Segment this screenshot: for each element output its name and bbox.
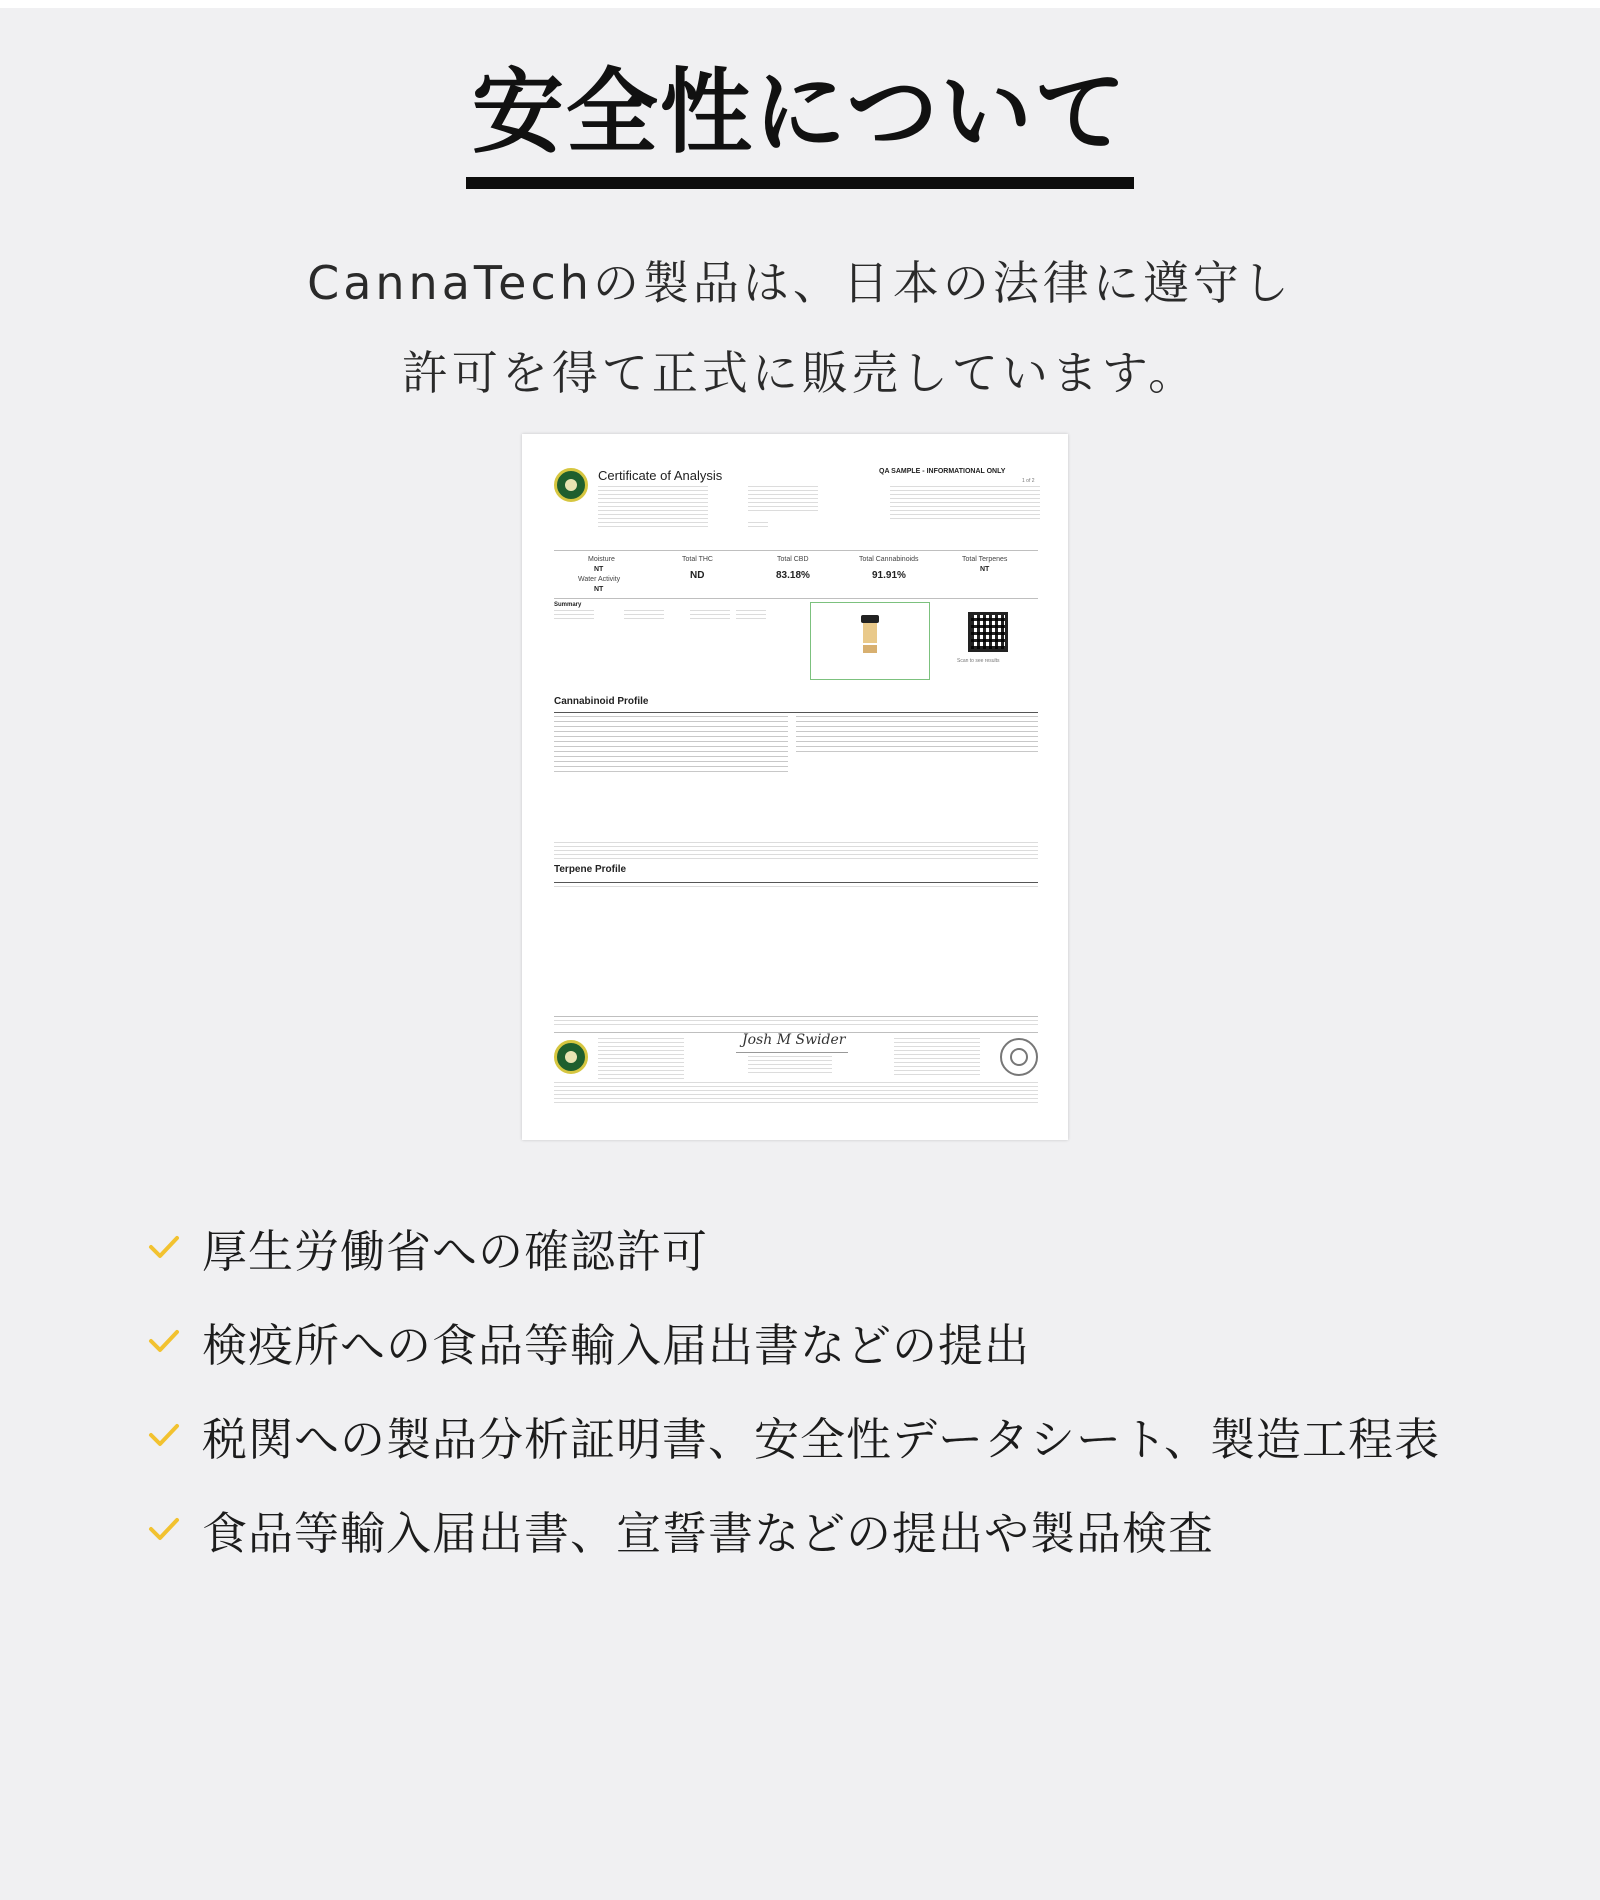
lab-footer-seal-icon <box>554 1040 588 1074</box>
cannabinoid-table-right <box>796 716 1038 756</box>
terpene-table-header <box>554 886 1038 890</box>
company-contact-block <box>894 1038 980 1078</box>
signature: Josh M Swider <box>742 1032 846 1048</box>
cannabinoid-heading: Cannabinoid Profile <box>554 696 649 707</box>
cannabinoid-table-left <box>554 716 788 772</box>
cert-notice: QA SAMPLE - INFORMATIONAL ONLY <box>879 468 1006 475</box>
summary-label: Summary <box>554 602 582 608</box>
license-info-block <box>748 522 768 528</box>
product-photo <box>810 602 930 680</box>
top-strip <box>0 0 1600 8</box>
checkmark-icon <box>146 1415 182 1455</box>
water-activity-label: Water Activity <box>578 576 621 583</box>
notes-block <box>554 842 1038 860</box>
list-item <box>146 1294 1566 1388</box>
qr-code <box>968 612 1008 652</box>
disclaimer-block <box>554 1082 1038 1104</box>
certificate-of-analysis-image <box>522 434 1068 1140</box>
water-activity-value: NT <box>594 586 604 593</box>
summary-header-moisture: Moisture <box>588 556 615 563</box>
stamp-seal-icon <box>1000 1038 1038 1076</box>
summary-value-cannabinoids: 91.91% <box>872 570 906 581</box>
sample-info-block <box>598 486 708 530</box>
list-item <box>146 1482 1566 1576</box>
summary-value-cbd: 83.18% <box>776 570 810 581</box>
signatory-block <box>748 1056 832 1076</box>
terpene-heading: Terpene Profile <box>554 864 627 875</box>
summary-header-thc: Total THC <box>682 556 713 563</box>
compliance-checklist <box>146 1200 1566 1576</box>
intro-line-2: 許可を得て正式に販売しています。 <box>401 346 1199 400</box>
lab-address-block <box>598 1038 684 1080</box>
summary-header-terpenes: Total Terpenes <box>962 556 1008 563</box>
summary-value-thc: ND <box>690 570 705 581</box>
cert-page: 1 of 2 <box>1022 478 1035 484</box>
checkmark-icon <box>146 1227 182 1267</box>
summary-header-cannabinoids: Total Cannabinoids <box>859 556 919 563</box>
summary-header-cbd: Total CBD <box>777 556 809 563</box>
list-item-text: 厚生労働省への確認許可 <box>202 1224 709 1278</box>
checkmark-icon <box>146 1321 182 1361</box>
page-title: 安全性について <box>466 62 1134 189</box>
client-info-block <box>748 486 818 514</box>
batch-info-block <box>890 486 1040 522</box>
heading-section <box>0 59 1600 189</box>
checkmark-icon <box>146 1509 182 1549</box>
summary-value-terpenes: NT <box>980 566 990 573</box>
intro-line-1: CannaTechの製品は、日本の法律に遵守し <box>307 256 1293 310</box>
list-item-text: 食品等輸入届出書、宣誓書などの提出や製品検査 <box>202 1506 1215 1560</box>
list-item <box>146 1388 1566 1482</box>
list-item <box>146 1200 1566 1294</box>
cert-title: Certificate of Analysis <box>598 468 723 483</box>
scan-label: Scan to see results <box>957 658 1000 664</box>
lab-seal-icon <box>554 468 588 502</box>
summary-value-moisture: NT <box>594 566 604 573</box>
list-item-text: 検疫所への食品等輸入届出書などの提出 <box>202 1318 1031 1372</box>
list-item-text: 税関への製品分析証明書、安全性データシート、製造工程表 <box>202 1412 1440 1466</box>
intro-text <box>0 238 1600 418</box>
